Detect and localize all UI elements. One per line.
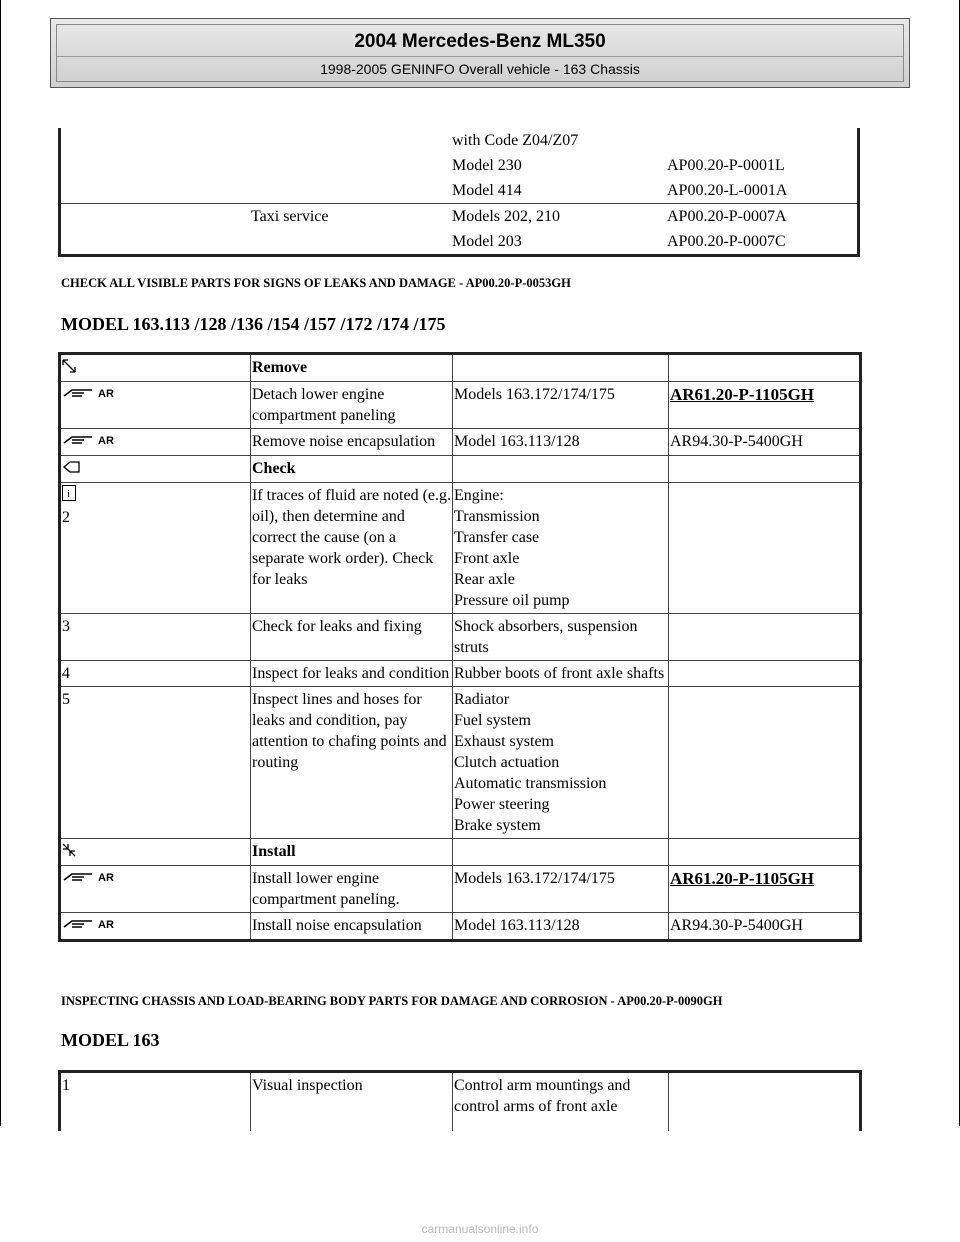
table-row [60,381,861,428]
table-cell: Model 230 [452,157,522,174]
svg-text:i: i [67,488,71,501]
table-cell: Check for leaks and fixing [251,613,453,660]
table-row [60,660,861,686]
table-row [60,428,861,455]
chassis-inspection-table [58,1070,862,1131]
list-item: Radiator [454,690,510,708]
table-cell: Model 163.113/128 [453,428,669,455]
section-subheading-model163: MODEL 163 [61,1030,160,1050]
table-row [60,153,859,178]
table-cell: Model 163.113/128 [453,912,669,940]
svg-text:AR: AR [98,388,114,401]
header-title: 2004 Mercedes-Benz ML350 [354,31,606,52]
list-item: Automatic transmission [454,774,607,792]
table-cell: Inspect for leaks and condition [251,660,453,686]
step-remove-label: Remove [251,354,453,382]
table-row [60,865,861,912]
table-cell: If traces of fluid are noted (e.g. oil), then determine and correct the cause (on a separate work order). Check for leaks [251,482,453,613]
table-cell: Rubber boots of front axle shafts [453,660,669,686]
section-subheading-model: MODEL 163.113 /128 /136 /154 /157 /172 /174 /175 [61,314,446,334]
table-cell: Remove noise encapsulation [251,428,453,455]
list-item: Fuel system [454,711,531,729]
header-divider [57,56,903,57]
step-number: 3 [60,613,251,660]
table-cell: Models 163.172/174/175 [453,865,669,912]
table-cell: Inspect lines and hoses for leaks and condition, pay attention to chafing points and routing [251,686,453,838]
list-item: Transmission [454,507,540,525]
header-inner-frame [56,24,904,82]
document-header [50,18,910,88]
table-row [60,128,859,153]
pencil-check-icon [62,459,82,480]
table-cell: AR94.30-P-5400GH [669,428,861,455]
pointing-hand-ar-icon [62,868,124,890]
list-item: Front axle [454,549,520,567]
step-check-label: Check [251,456,453,483]
step-install-label: Install [251,838,453,865]
table-cell: Model 414 [452,182,522,199]
table-cell: AR94.30-P-5400GH [669,912,861,940]
step-number: 1 [60,1072,251,1132]
list-item: Brake system [454,816,541,834]
table-row [60,178,859,204]
list-item: Clutch actuation [454,753,560,771]
list-item: Pressure oil pump [454,591,570,609]
models-table-continued [58,128,860,257]
pointing-hand-ar-icon [62,915,124,937]
table-cell: AP00.20-P-0001L [667,157,785,174]
pointing-hand-ar-icon [62,431,124,453]
list-item: Power steering [454,795,550,813]
table-cell: Detach lower engine compartment paneling [251,381,453,428]
table-cell: AP00.20-P-0007A [666,204,859,230]
step-number: 4 [60,660,251,686]
table-cell: AP00.20-P-0007C [667,233,786,250]
remove-arrows-icon [62,358,76,379]
svg-text:AR: AR [98,435,114,448]
table-row [60,686,861,838]
list-item: Engine: [454,486,504,504]
install-arrows-icon [62,842,76,863]
table-row [60,354,861,382]
table-row [60,1072,861,1132]
table-cell: with Code Z04/Z07 [452,132,579,149]
table-cell: Control arm mountings and control arms of front axle [453,1072,669,1132]
table-cell: AP00.20-L-0001A [667,182,788,199]
svg-text:AR: AR [98,872,114,885]
table-cell: Models 202, 210 [451,204,666,230]
section-heading-chassis: INSPECTING CHASSIS AND LOAD-BEARING BODY PARTS FOR DAMAGE AND CORROSION - AP00.20-P-0090GH [61,994,723,1008]
table-row [60,912,861,940]
pointing-hand-ar-icon [62,384,124,406]
table-row [60,613,861,660]
list-item: Exhaust system [454,732,554,750]
table-row [60,229,859,256]
header-subtitle: 1998-2005 GENINFO Overall vehicle - 163 Chassis [320,61,640,77]
list-item: Rear axle [454,570,515,588]
step-number: 2 [62,509,70,527]
ar-reference-link[interactable]: AR61.20-P-1105GH [670,384,815,404]
table-row [60,456,861,483]
svg-text:AR: AR [98,919,114,932]
table-cell: Visual inspection [251,1072,453,1132]
table-cell: Taxi service [250,204,451,230]
table-cell: Install noise encapsulation [251,912,453,940]
ar-reference-link[interactable]: AR61.20-P-1105GH [670,868,815,888]
table-row [60,838,861,865]
info-icon [62,485,76,507]
table-cell: Model 203 [452,233,522,250]
table-cell: Install lower engine compartment paneling. [251,865,453,912]
section-heading-leaks: CHECK ALL VISIBLE PARTS FOR SIGNS OF LEAKS AND DAMAGE - AP00.20-P-0053GH [61,276,571,290]
leak-check-table [58,352,862,942]
table-row [60,204,859,230]
step-number: 5 [60,686,251,838]
table-row [60,482,861,613]
list-item: Transfer case [454,528,540,546]
watermark-footer: carmanualsonline.info [421,1222,539,1236]
table-cell: Shock absorbers, suspension struts [453,613,669,660]
table-cell: Models 163.172/174/175 [453,381,669,428]
